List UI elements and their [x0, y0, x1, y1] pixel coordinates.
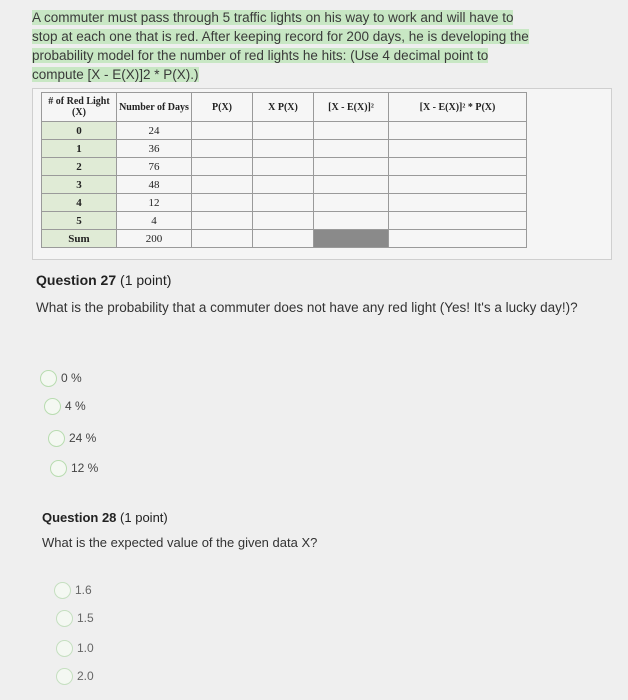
- question-28: [42, 510, 612, 695]
- cell-empty: [314, 140, 389, 158]
- problem-line-1: A commuter must pass through 5 traffic lights on his way to work and will have to: [32, 10, 514, 25]
- cell-days: 4: [117, 212, 192, 230]
- question-points: (1 point): [120, 272, 172, 288]
- radio-button[interactable]: [48, 430, 65, 447]
- question-27: [36, 272, 606, 482]
- cell-days: 48: [117, 176, 192, 194]
- cell-empty: [192, 230, 253, 248]
- question-text: What is the expected value of the given data X?: [42, 535, 318, 550]
- probability-table-image: [32, 88, 612, 260]
- radio-button[interactable]: [54, 582, 71, 599]
- table-row: [42, 140, 527, 158]
- col-header-red-lights: # of Red Light (X): [42, 93, 117, 122]
- cell-empty: [389, 230, 527, 248]
- radio-button[interactable]: [50, 460, 67, 477]
- cell-empty: [192, 140, 253, 158]
- problem-line-2: stop at each one that is red. After keeping record for 200 days, he is developing the: [32, 29, 529, 44]
- problem-line-3: probability model for the number of red lights he hits: (Use 4 decimal point to: [32, 48, 489, 63]
- cell-empty: [192, 158, 253, 176]
- cell-empty: [192, 176, 253, 194]
- question-text: What is the probability that a commuter does not have any red light (Yes! It's a lucky day!)?: [36, 300, 578, 315]
- cell-empty: [253, 122, 314, 140]
- cell-empty: [253, 140, 314, 158]
- question-points: (1 point): [120, 510, 168, 525]
- answer-option[interactable]: [48, 428, 96, 448]
- answer-option[interactable]: [56, 608, 94, 628]
- col-header-weighted-deviation: [X - E(X)]² * P(X): [389, 93, 527, 122]
- cell-empty: [389, 140, 527, 158]
- cell-sum-days: 200: [117, 230, 192, 248]
- cell-empty: [389, 212, 527, 230]
- cell-sum-label: Sum: [42, 230, 117, 248]
- problem-line-4: compute [X - E(X)]2 * P(X).): [32, 67, 199, 82]
- answer-option[interactable]: [44, 396, 86, 416]
- answer-label: 2.0: [77, 669, 94, 683]
- cell-x: 3: [42, 176, 117, 194]
- cell-empty: [192, 122, 253, 140]
- question-title: Question 28: [42, 510, 117, 525]
- cell-empty: [389, 176, 527, 194]
- question-title: Question 27: [36, 272, 117, 288]
- answer-label: 12 %: [71, 461, 99, 475]
- cell-x: 2: [42, 158, 117, 176]
- col-header-deviation-sq: [X - E(X)]²: [314, 93, 389, 122]
- cell-empty: [389, 122, 527, 140]
- answer-label: 1.0: [77, 641, 94, 655]
- col-header-days: Number of Days: [117, 93, 192, 122]
- cell-empty: [389, 194, 527, 212]
- cell-shaded: [314, 230, 389, 248]
- table-row: [42, 122, 527, 140]
- table-row: [42, 212, 527, 230]
- cell-empty: [253, 194, 314, 212]
- cell-empty: [314, 122, 389, 140]
- radio-button[interactable]: [40, 370, 57, 387]
- cell-empty: [192, 194, 253, 212]
- table-sum-row: [42, 230, 527, 248]
- cell-days: 24: [117, 122, 192, 140]
- col-header-px: P(X): [192, 93, 253, 122]
- cell-x: 5: [42, 212, 117, 230]
- answer-label: 1.5: [77, 611, 94, 625]
- problem-statement: [32, 8, 612, 84]
- cell-x: 1: [42, 140, 117, 158]
- answer-option[interactable]: [50, 458, 98, 478]
- table-row: [42, 194, 527, 212]
- radio-button[interactable]: [56, 668, 73, 685]
- cell-days: 36: [117, 140, 192, 158]
- table-row: [42, 176, 527, 194]
- cell-x: 0: [42, 122, 117, 140]
- cell-x: 4: [42, 194, 117, 212]
- cell-empty: [314, 158, 389, 176]
- cell-empty: [253, 230, 314, 248]
- answer-label: 0 %: [61, 371, 82, 385]
- cell-empty: [314, 176, 389, 194]
- cell-empty: [314, 212, 389, 230]
- cell-empty: [253, 212, 314, 230]
- answer-label: 24 %: [69, 431, 97, 445]
- cell-empty: [314, 194, 389, 212]
- cell-empty: [253, 158, 314, 176]
- cell-empty: [192, 212, 253, 230]
- probability-table: [41, 92, 527, 248]
- cell-empty: [389, 158, 527, 176]
- answer-label: 4 %: [65, 399, 86, 413]
- answer-option[interactable]: [56, 638, 94, 658]
- radio-button[interactable]: [56, 610, 73, 627]
- cell-days: 76: [117, 158, 192, 176]
- radio-button[interactable]: [44, 398, 61, 415]
- answer-label: 1.6: [75, 583, 92, 597]
- radio-button[interactable]: [56, 640, 73, 657]
- table-header-row: [42, 93, 527, 122]
- answer-option[interactable]: [40, 368, 82, 388]
- answer-option[interactable]: [54, 580, 92, 600]
- cell-days: 12: [117, 194, 192, 212]
- table-row: [42, 158, 527, 176]
- cell-empty: [253, 176, 314, 194]
- col-header-xpx: X P(X): [253, 93, 314, 122]
- answer-option[interactable]: [56, 666, 94, 686]
